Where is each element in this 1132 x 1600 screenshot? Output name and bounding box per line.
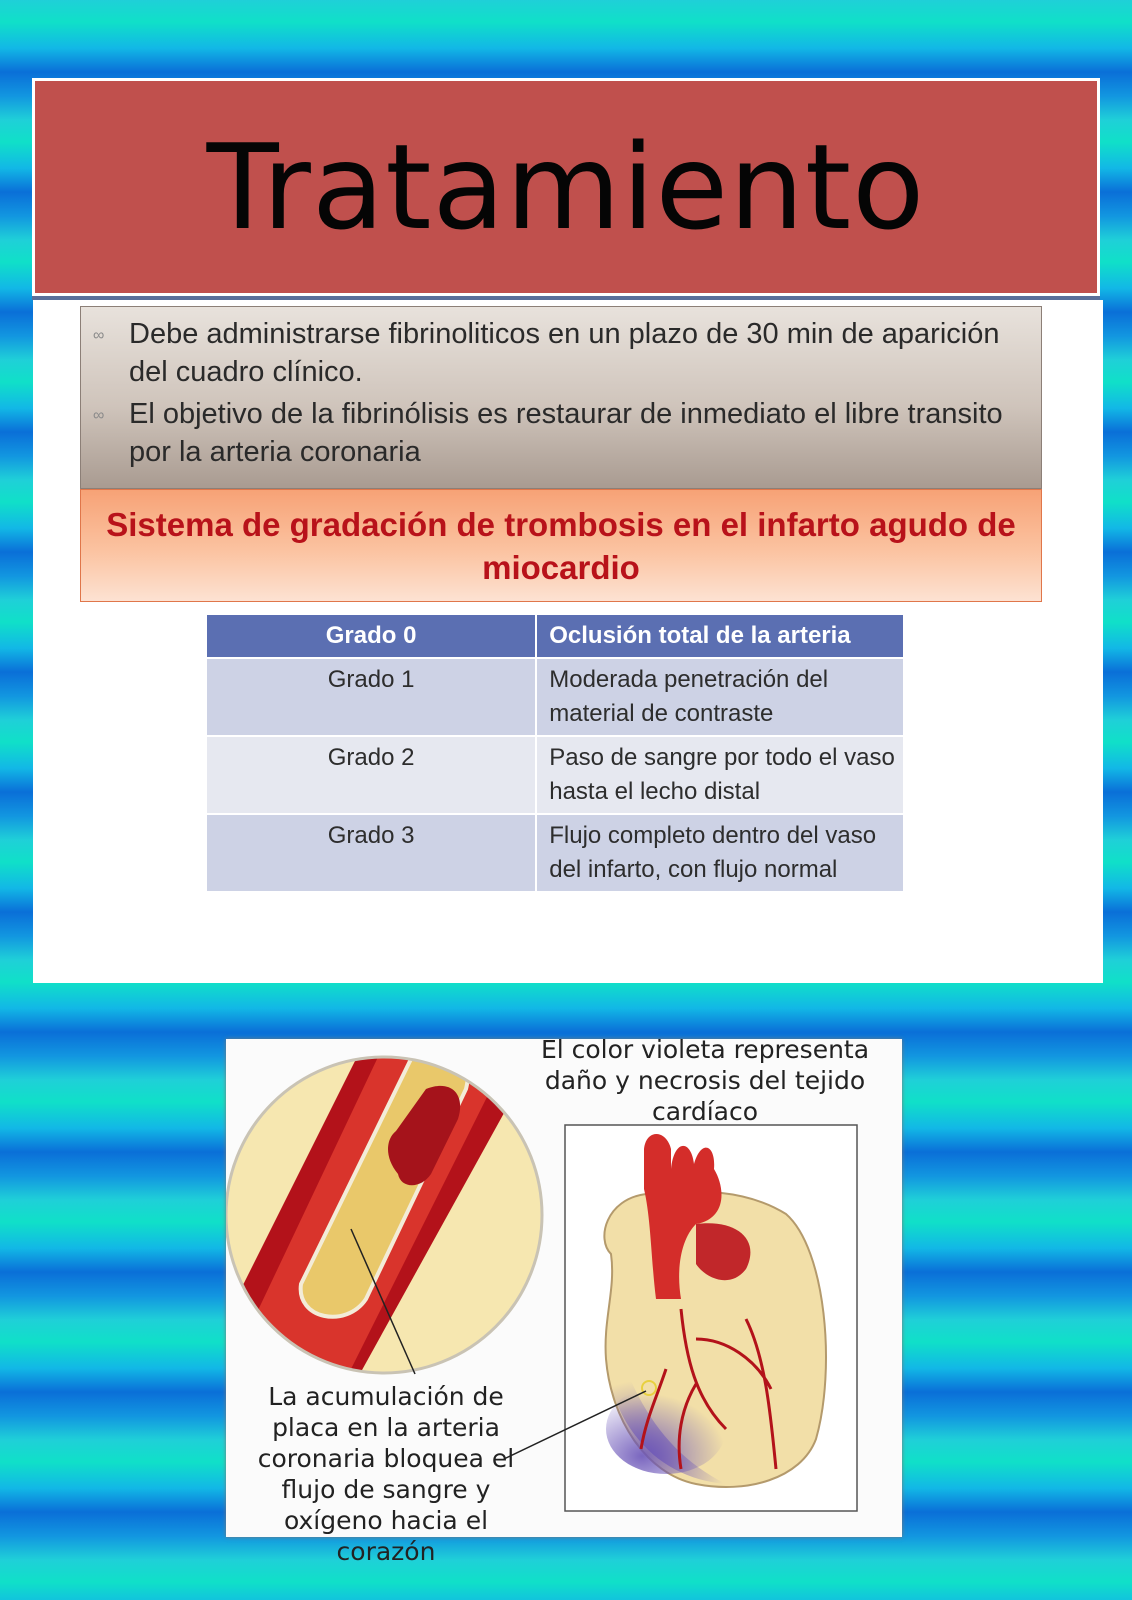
description-cell: Moderada penetración del material de contraste [536,658,904,736]
table-row [206,814,904,892]
bullet-text: El objetivo de la fibrinólisis es restaurar de inmediato el libre transito por la arteria coronaria [129,398,1003,468]
grade-cell: Grado 1 [206,658,536,736]
caption-plaque: La acumulación de placa en la arteria coronaria bloquea el flujo de sangre y oxígeno hacia el corazón [257,1382,515,1566]
table-row [206,614,904,658]
section-heading-box [80,489,1042,602]
grades-table [205,613,905,893]
caption-necrosis: El color violeta representa daño y necrosis del tejido cardíaco [540,1035,870,1126]
grade-cell: Grado 2 [206,736,536,814]
bullet-item [93,395,1023,471]
slide-panel [33,300,1103,983]
heart-illustration [226,1035,902,1566]
section-heading: Sistema de gradación de trombosis en el infarto agudo de miocardio [106,505,1016,586]
page-title: Tratamiento [206,118,926,256]
description-cell: Flujo completo dentro del vaso del infarto, con flujo normal [536,814,904,892]
description-cell: Paso de sangre por todo el vaso hasta el lecho distal [536,736,904,814]
bullet-text: Debe administrarse fibrinoliticos en un plazo de 30 min de aparición del cuadro clínico. [129,318,1000,388]
grade-cell: Grado 3 [206,814,536,892]
artery-cross-section [226,1039,556,1399]
bullet-icon: ∞ [93,407,105,424]
table-row [206,658,904,736]
grade-cell: Grado 0 [206,614,536,658]
bullet-item [93,315,1023,391]
title-banner [32,78,1100,296]
bullet-icon: ∞ [93,327,105,344]
table-row [206,736,904,814]
description-cell: Oclusión total de la arteria [536,614,904,658]
bullet-box [80,306,1042,489]
